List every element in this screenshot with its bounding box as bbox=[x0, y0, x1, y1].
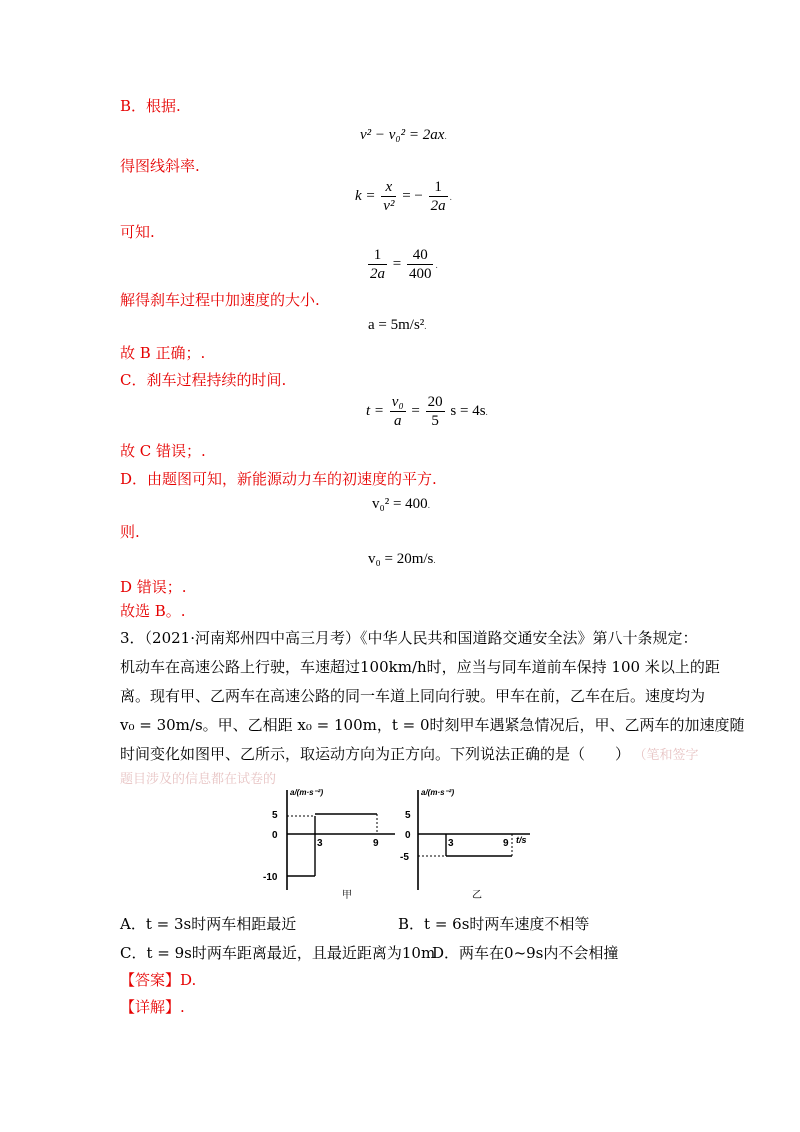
right-tick-3: 3 bbox=[448, 838, 454, 849]
faded-text-1: （笔和签字 bbox=[640, 748, 699, 763]
right-tick-9: 9 bbox=[503, 838, 509, 849]
option-b-label: B．根据. bbox=[120, 97, 181, 115]
option-d-label: D．由题图可知，新能源动力车的初速度的平方. bbox=[120, 470, 437, 488]
left-tick-3: 3 bbox=[317, 838, 323, 849]
left-tick-0: 0 bbox=[272, 830, 278, 841]
right-tick-5: 5 bbox=[405, 810, 411, 821]
equation-v0 bbox=[368, 551, 436, 568]
question-line-3: 离。现有甲、乙两车在高速公路的同一车道上同向行驶。甲车在前，乙车在后。速度均为 bbox=[120, 687, 706, 705]
fraction-num: 1 bbox=[368, 246, 387, 265]
equation-kinematics bbox=[360, 127, 447, 144]
fraction-num: 20 bbox=[427, 394, 443, 410]
fraction-40-over-400 bbox=[407, 246, 434, 283]
equation-acceleration-text: a = 5m/s² bbox=[368, 317, 425, 333]
left-y-label: a/(m·s⁻²) bbox=[290, 788, 324, 797]
fraction-den: 400 bbox=[408, 266, 432, 282]
graph-right bbox=[400, 788, 530, 901]
detail-text: 【详解】. bbox=[120, 998, 185, 1016]
right-y-label: a/(m·s⁻²) bbox=[421, 788, 455, 797]
left-caption: 甲 bbox=[342, 890, 352, 901]
fraction-num: 40 bbox=[407, 246, 434, 265]
equation-acceleration bbox=[368, 317, 427, 334]
solve-label: 解得刹车过程中加速度的大小. bbox=[120, 291, 320, 309]
equation-ratio bbox=[366, 246, 438, 283]
equation-time bbox=[366, 393, 488, 430]
knowable-label: 可知. bbox=[120, 223, 155, 241]
fraction-1-over-2a bbox=[429, 178, 448, 215]
fraction-20-over-5 bbox=[426, 393, 445, 430]
fraction-den: v² bbox=[383, 198, 395, 214]
eq-time-mid: = bbox=[411, 402, 420, 419]
c-wrong-text: 故 C 错误；. bbox=[120, 442, 206, 460]
right-x-label: t/s bbox=[516, 835, 527, 845]
left-tick-neg10: -10 bbox=[263, 872, 278, 883]
left-tick-9: 9 bbox=[373, 838, 379, 849]
question-line-2: 机动车在高速公路上行驶，车速超过100km/h时，应当与同车道前车保持 100 米以上的距 bbox=[120, 658, 720, 676]
left-tick-5: 5 bbox=[272, 810, 278, 821]
option-c: C．t = 9s时两车距离最近，且最近距离为10m bbox=[120, 944, 436, 962]
choose-text: 故选 B。. bbox=[120, 602, 186, 620]
b-correct-text: 故 B 正确；. bbox=[120, 344, 206, 362]
equation-dot: . bbox=[433, 555, 436, 565]
fraction-den: 2a bbox=[370, 266, 385, 282]
equation-dot: . bbox=[427, 500, 430, 510]
option-a: A．t = 3s时两车相距最近 bbox=[120, 915, 297, 933]
then-label: 则. bbox=[120, 523, 140, 541]
question-line-1: 3．（2021·河南郑州四中高三月考）《中华人民共和国道路交通安全法》第八十条规定： bbox=[120, 629, 698, 647]
fraction-den: 5 bbox=[431, 413, 439, 429]
fraction-num: x bbox=[381, 178, 396, 197]
equation-kinematics-text: v² − v₀² = 2ax bbox=[360, 127, 445, 143]
slope-label: 得图线斜率. bbox=[120, 157, 200, 175]
fraction-v0-over-a bbox=[390, 393, 406, 430]
eq-time-lhs: t = bbox=[366, 402, 385, 419]
eq-time-rhs: s = 4s bbox=[450, 402, 486, 419]
equation-v0-text: v₀ = 20m/s bbox=[368, 551, 434, 567]
option-c-label: C．刹车过程持续的时间. bbox=[120, 371, 287, 389]
eq-ratio-mid: = bbox=[392, 255, 402, 272]
answer-text: 【答案】D. bbox=[120, 971, 197, 989]
fraction-num: 1 bbox=[429, 178, 448, 197]
equation-dot: . bbox=[449, 191, 452, 202]
fraction-den: a bbox=[393, 413, 402, 429]
equation-dot: . bbox=[424, 321, 427, 331]
equation-v0-squared bbox=[372, 496, 430, 513]
equation-v0-squared-text: v₀² = 400 bbox=[372, 496, 428, 512]
fraction-x-over-v2 bbox=[381, 178, 396, 215]
faded-text-2: 题目涉及的信息都在试卷的 bbox=[120, 772, 277, 787]
option-b: B．t = 6s时两车速度不相等 bbox=[398, 915, 590, 933]
question-line-4: v₀ = 30m/s。甲、乙相距 x₀ = 100m，t = 0时刻甲车遇紧急情况后，甲、乙两车的加速度随 bbox=[120, 716, 745, 734]
eq-slope-mid: = − bbox=[402, 187, 423, 204]
equation-slope bbox=[355, 178, 452, 215]
fraction-1-over-2a bbox=[368, 246, 387, 283]
equation-dot: . bbox=[444, 131, 447, 141]
eq-slope-lhs: k = bbox=[355, 187, 376, 204]
option-d: D．两车在0~9s内不会相撞 bbox=[432, 944, 619, 962]
acceleration-graphs bbox=[260, 780, 590, 910]
equation-dot: . bbox=[485, 406, 488, 417]
question-line-5-text: 时间变化如图甲、乙所示，取运动方向为正方向。下列说法正确的是（ ） bbox=[120, 745, 631, 763]
d-wrong-text: D 错误；. bbox=[120, 578, 187, 596]
right-tick-0: 0 bbox=[405, 830, 411, 841]
graph-left bbox=[263, 788, 395, 901]
fraction-num: v₀ bbox=[391, 394, 404, 410]
fraction-den: 2a bbox=[430, 198, 446, 214]
equation-dot: . bbox=[435, 259, 438, 270]
right-tick-neg5: -5 bbox=[400, 852, 409, 863]
question-line-5 bbox=[120, 744, 699, 766]
right-caption: 乙 bbox=[472, 890, 482, 901]
